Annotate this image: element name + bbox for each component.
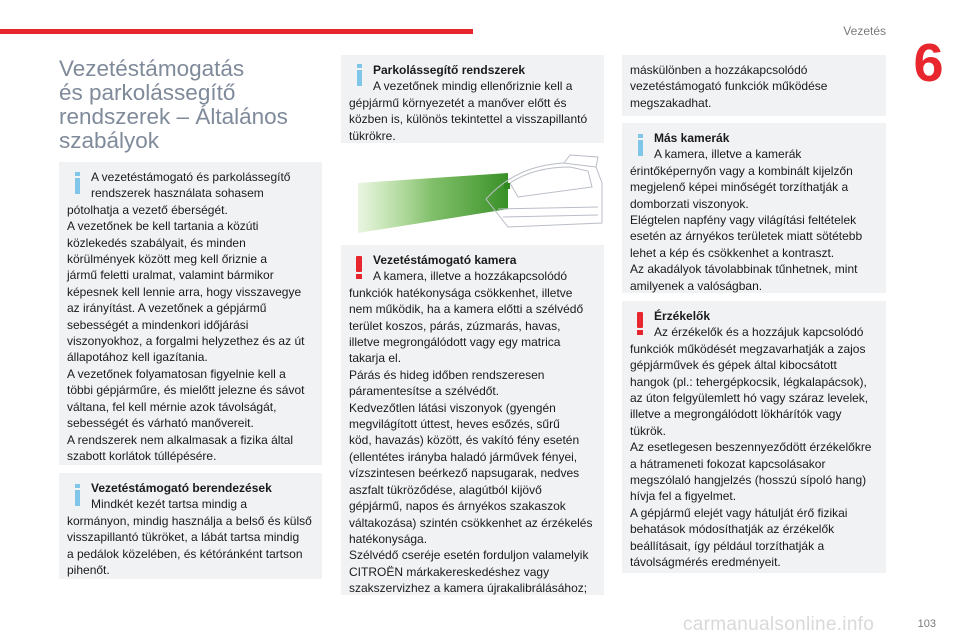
text-line: szakszervizhez a kamera újrakalibrálásához; [349,581,588,596]
info-box-text [349,62,596,144]
info-box-text [630,62,878,111]
text-line: kormányon, mindig használja a belső és külső [67,513,312,528]
text-line: állapotához kell igazítania. [67,350,208,365]
text-line: A rendszerek nem alkalmasak a fizika által [67,432,294,447]
box-heading: Vezetéstámogató berendezések [91,481,272,495]
text-line: váltana, fel kell mérnie azok távolságát, [67,399,277,414]
text-line: tükrökre. [349,128,396,143]
text-line: lehet a kép és csökkenhet a kontraszt. [630,245,835,260]
text-line: gépjárművek és gépek által kibocsátott [630,358,837,373]
text-line: A vezetéstámogató és parkolássegítő [91,170,291,184]
text-line: viszonyokhoz, a forgalmi helyzethez és az út [67,334,305,349]
text-line: beállításait, így például torzíthatják a [630,538,825,553]
text-line: amilyenek a valóságban. [630,278,763,293]
warning-box-text [630,308,878,571]
text-line: a hátrameneti fokozat kapcsolásakor [630,456,826,471]
text-line: Az érzékelők és a hozzájuk kapcsolódó [654,325,864,340]
camera-field-of-view [358,173,508,233]
info-box-text [67,480,314,578]
info-icon [73,484,82,506]
title-line: rendszerek – Általános [59,104,288,129]
text-line: A vezetőnek be kell tartania a közúti [67,219,259,234]
box-heading: Parkolássegítő rendszerek [373,63,526,77]
watermark: carmanualsonline.info [683,614,875,635]
box-heading: Vezetéstámogató kamera [373,253,517,267]
warning-box-camera [341,245,604,595]
text-line: tükrök. [630,423,667,438]
text-line: A kamera, illetve a hozzákapcsolódó [373,269,568,284]
text-line: sebességét a mindenkori időjárási [67,317,249,332]
windshield-camera-illustration [358,153,603,235]
text-line: CITROËN márkakereskedéshez vagy [349,564,550,579]
chapter-number: 6 [913,33,944,93]
info-box-other-cameras [622,123,886,293]
text-line: illetve a megrongálódott lökhárítók vagy [630,407,842,422]
page-number: 103 [917,618,936,630]
text-line: Elégtelen napfény vagy világítási feltételek [630,213,857,228]
header-accent-bar [0,29,473,34]
text-line: közben is, különös tekintettel a visszapillantó [349,112,588,127]
camera-icon [504,183,510,189]
text-line: páramentesítse a szélvédőt. [349,384,500,399]
text-line: (ellentétes irányba haladó járművek fényei, [349,449,578,464]
box-heading: Más kamerák [654,131,730,145]
text-line: nem működik, ha a kamera előtti a szélvédő [349,302,584,317]
text-line: behatások módosíthatják az érzékelők [630,522,835,537]
text-line: megjelenő képei minőségét torzíthatják a [630,180,849,195]
text-line: pótolhatja a vezető éberségét. [67,202,228,217]
text-line: máskülönben a hozzákapcsolódó [630,63,808,77]
text-line: terület koszos, párás, zúzmarás, havas, [349,318,561,333]
info-icon [355,64,364,86]
info-icon [636,134,645,156]
text-line: A kamera, illetve a kamerák [654,147,802,162]
text-line: gépjármű környezetét a manőver előtt és [349,95,567,110]
info-box-driving-assist [59,473,322,579]
text-line: sebességét és várható manővereit. [67,416,254,431]
text-line: Az esetlegesen beszennyeződött érzékelőkre [630,440,872,455]
text-line: szabott korlátok túllépésére. [67,448,217,463]
text-line: megvilágított úttest, heves esőzés, sűrű [349,417,560,432]
text-line: távolságmérés eredményeit. [630,555,781,570]
text-line: pihenőt. [67,563,110,578]
text-line: A vezetőnek mindig ellenőriznie kell a [373,79,573,94]
text-line: köd, havazás) között, és vakító fény esetén [349,433,580,448]
text-line: funkciók hatékonysága csökkenhet, illetve [349,285,573,300]
info-box-text [630,130,878,294]
warning-icon [355,256,364,280]
text-line: illetve megrongálódott vagy egy matrica [349,335,561,350]
windshield-outline [510,167,592,197]
info-box-general [59,162,322,465]
text-line: hangok (pl.: tehergépkocsik, légkalapácsok), [630,374,867,389]
text-line: Szélvédő cseréje esetén forduljon valamelyik [349,548,589,563]
text-line: a pedálok közelében, és kétóránként tartson [67,546,303,561]
text-line: vízszintesen beérkező napsugarak, nedves [349,466,580,481]
warning-box-sensors [622,301,886,573]
text-line: körülmények között meg kell őriznie a [67,252,268,267]
text-line: Mindkét kezét tartsa mindig a [91,497,248,512]
text-line: megszakadhat. [630,95,712,110]
text-line: gépjármű, napos és árnyékos szakaszok [349,499,566,514]
box-heading: Érzékelők [654,309,711,323]
text-line: Kedvezőtlen látási viszonyok (gyengén [349,400,556,415]
text-line: visszapillantó tükröket, a lábát tartsa mindig [67,530,300,545]
text-line: funkciók működését megzavarhatják a zajos [630,341,866,356]
text-line: hívja fel a figyelmet. [630,489,737,504]
text-line: váltakozása) szintén csökkenhet az érzékelés [349,515,593,530]
text-line: Az akadályok távolabbinak tűnhetnek, mint [630,262,858,277]
title-line: és parkolássegítő [59,80,236,105]
page-title [59,57,329,153]
info-box-text [67,169,314,464]
text-line: rendszerek használata sohasem [91,186,264,201]
text-line: esetén az árnyékos területek miatt sötétebb [630,229,863,244]
text-line: jármű feletti uralmat, valamint bármikor [67,268,274,283]
text-line: az irányítást. A vezetőnek a gépjármű [67,301,267,316]
text-line: megszólaló hangjelzés (hosszú sípoló hang) [630,473,867,488]
text-line: közlekedés szabályait, és minden [67,235,246,250]
text-line: A vezetőnek folyamatosan figyelnie kell a [67,366,286,381]
section-header: Vezetés [843,24,886,38]
title-line: szabályok [59,128,160,153]
text-line: érintőképernyőn vagy a kombinált kijelzőn [630,163,853,178]
text-line: A gépjármű elejét vagy hátulját érő fizikai [630,505,848,520]
warning-icon [636,312,645,336]
text-line: aszfalt tükröződése, alagútból kijövő [349,482,542,497]
warning-box-text [349,252,596,597]
text-line: Párás és hideg időben rendszeresen [349,367,545,382]
text-line: többi gépjárműre, és mielőtt jelezne és sávot [67,383,305,398]
info-box-continued [622,55,886,116]
info-box-parking [341,55,604,143]
text-line: vezetéstámogató funkciók működése [630,79,828,94]
text-line: hatékonysága. [349,531,428,546]
text-line: az úton felgyülemlett hó vagy száraz levelek, [630,391,869,406]
text-line: takarja el. [349,351,402,366]
text-line: képesnek kell lennie arra, hogy visszavegye [67,284,302,299]
text-line: domborzati viszonyok. [630,196,749,211]
title-line: Vezetéstámogatás [59,56,245,81]
info-icon [73,172,82,194]
